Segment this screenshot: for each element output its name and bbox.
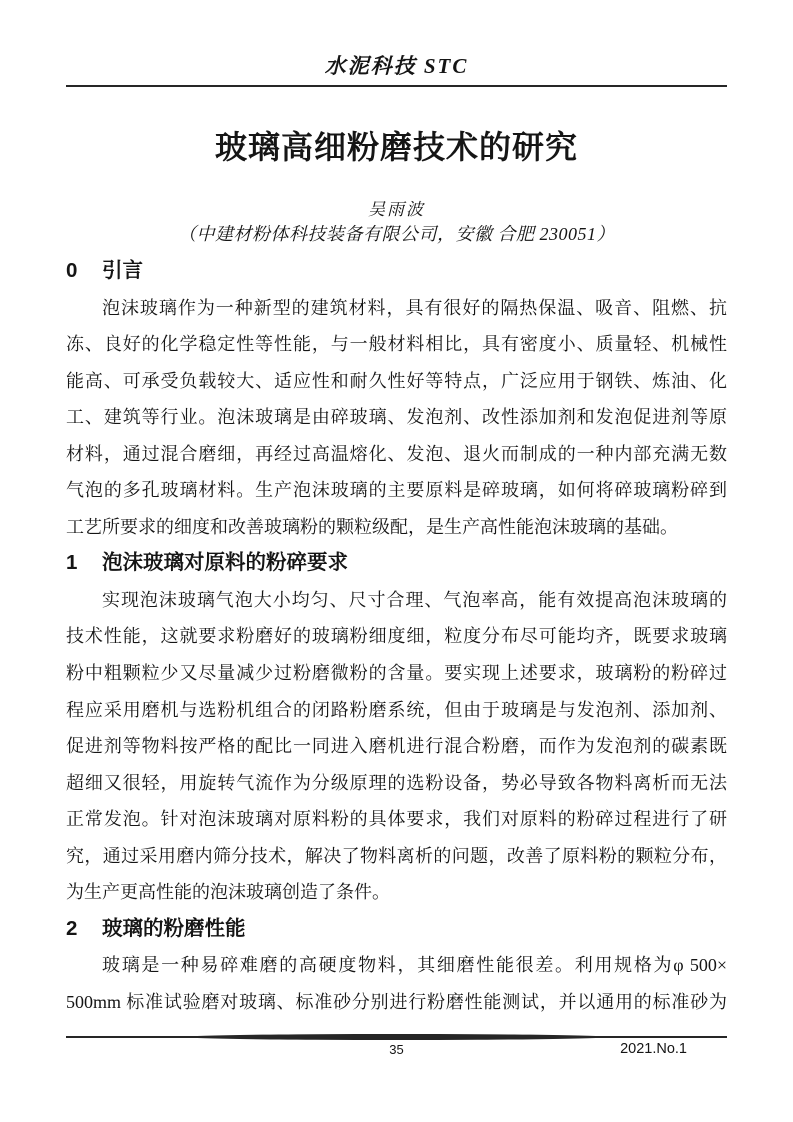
body-line: 气泡的多孔玻璃材料。生产泡沫玻璃的主要原料是碎玻璃，如何将碎玻璃粉碎到 bbox=[66, 480, 727, 501]
body-line: 工艺所要求的细度和改善玻璃粉的颗粒级配，是生产高性能泡沫玻璃的基础。 bbox=[66, 516, 678, 537]
body-line: 材料，通过混合磨细，再经过高温熔化、发泡、退火而制成的一种内部充满无数 bbox=[66, 443, 727, 464]
body-line: 冻、良好的化学稳定性等性能，与一般材料相比，具有密度小、质量轻、机械性 bbox=[66, 334, 727, 355]
paragraph bbox=[66, 947, 727, 1020]
author-name: 吴雨波 bbox=[368, 200, 425, 219]
section-title: 泡沫玻璃对原料的粉碎要求 bbox=[102, 551, 348, 575]
article-body bbox=[66, 253, 727, 1020]
section-heading bbox=[66, 911, 727, 948]
body-line: 粉中粗颗粒少又尽量减少过粉磨微粉的含量。要实现上述要求，玻璃粉的粉碎过 bbox=[66, 663, 727, 684]
body-line: 程应采用磨机与选粉机组合的闭路粉磨系统，但由于玻璃是与发泡剂、添加剂、 bbox=[66, 699, 727, 720]
paragraph bbox=[66, 582, 727, 911]
section-heading bbox=[66, 545, 727, 582]
issue-label: 2021.No.1 bbox=[620, 1041, 687, 1057]
body-line: 正常发泡。针对泡沫玻璃对原料粉的具体要求，我们对原料的粉碎过程进行了研 bbox=[66, 809, 727, 830]
paragraph bbox=[66, 290, 727, 546]
footer-rule bbox=[66, 1036, 727, 1038]
body-line: 500mm 标准试验磨对玻璃、标准砂分别进行粉磨性能测试，并以通用的标准砂为 bbox=[66, 991, 727, 1012]
body-line: 为生产更高性能的泡沫玻璃创造了条件。 bbox=[66, 882, 390, 903]
article-title: 玻璃高细粉磨技术的研究 bbox=[214, 129, 578, 165]
body-line: 超细又很轻，用旋转气流作为分级原理的选粉设备，势必导致各物料离析而无法 bbox=[66, 772, 727, 793]
body-line: 玻璃是一种易碎难磨的高硬度物料，其细磨性能很差。利用规格为φ 500× bbox=[102, 955, 727, 976]
body-line: 泡沫玻璃作为一种新型的建筑材料，具有很好的隔热保温、吸音、阻燃、抗 bbox=[102, 297, 727, 318]
body-line: 实现泡沫玻璃气泡大小均匀、尺寸合理、气泡率高，能有效提高泡沫玻璃的 bbox=[102, 589, 727, 610]
body-line: 技术性能，这就要求粉磨好的玻璃粉细度细，粒度分布尽可能均齐，既要求玻璃 bbox=[66, 626, 727, 647]
section-number: 2 bbox=[66, 916, 78, 940]
header-rule bbox=[66, 85, 727, 87]
section-number: 0 bbox=[66, 259, 78, 282]
body-line: 促进剂等物料按严格的配比一同进入磨机进行混合粉磨，而作为发泡剂的碳素既 bbox=[66, 736, 727, 757]
section-title: 引言 bbox=[102, 259, 143, 282]
body-line: 能高、可承受负载较大、适应性和耐久性好等特点，广泛应用于钢铁、炼油、化 bbox=[66, 370, 727, 391]
section-number: 1 bbox=[66, 551, 78, 575]
body-line: 工、建筑等行业。泡沫玻璃是由碎玻璃、发泡剂、改性添加剂和发泡促进剂等原 bbox=[66, 407, 727, 428]
page-number: 35 bbox=[389, 1042, 404, 1057]
body-line: 究，通过采用磨内筛分技术，解决了物料离析的问题，改善了原料粉的颗粒分布， bbox=[66, 845, 727, 866]
section-title: 玻璃的粉磨性能 bbox=[102, 916, 246, 940]
journal-title: 水泥科技 STC bbox=[324, 54, 469, 78]
section-heading bbox=[66, 253, 727, 290]
author-affiliation: （中建材粉体科技装备有限公司，安徽 合肥 230051） bbox=[178, 224, 615, 244]
